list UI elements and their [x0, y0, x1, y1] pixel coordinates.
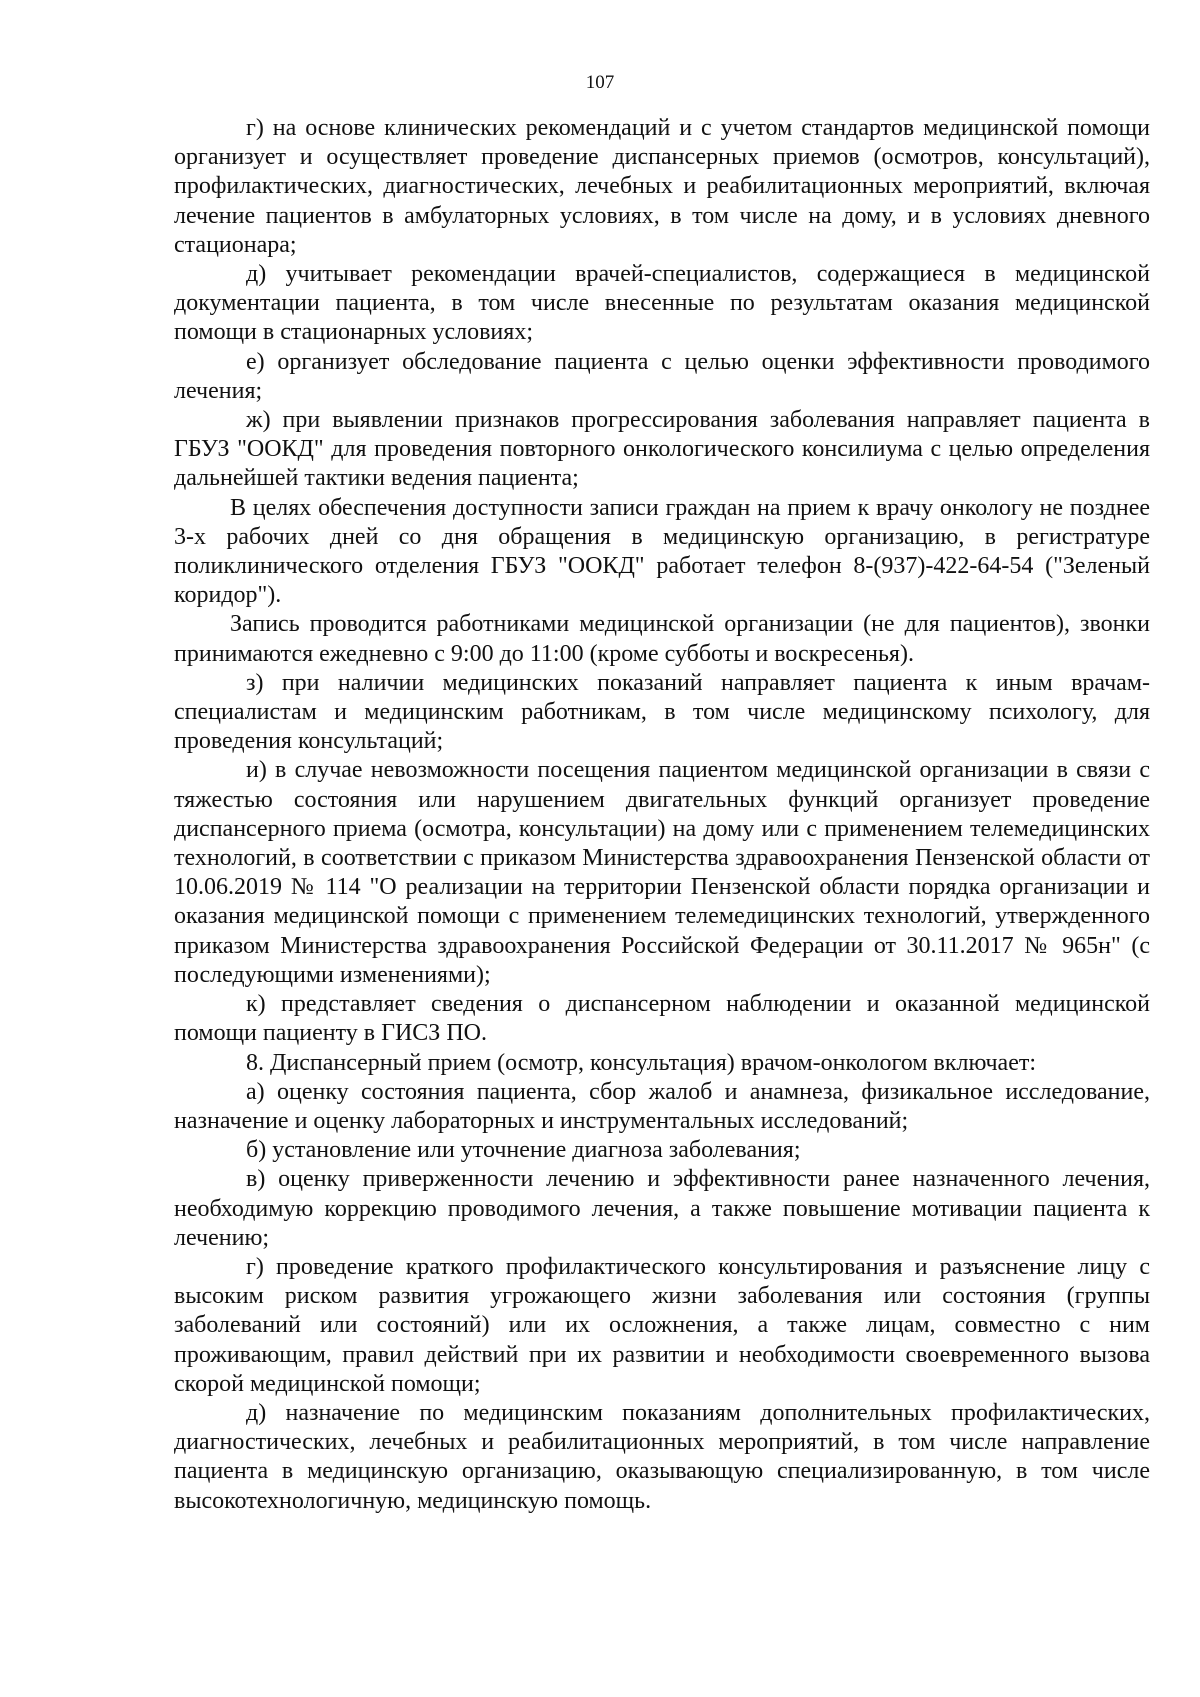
paragraph-8v: в) оценку приверженности лечению и эффективности ранее назначенного лечения, необходимую коррекцию проводимого лечения, а также повышение мотивации пациента к лечению; — [174, 1166, 1150, 1251]
paragraph-i: и) в случае невозможности посещения пациентом медицинской организации в связи с тяжестью состояния или нарушением двигательных функций организует проведение диспансерного приема (осмотра, консультации) на дому или с применением телемедицинских технологий, в соответствии с приказом Министерства здравоохранения Пензенской области от 10.06.2019 № 114 "О реализации на территории Пензенской области порядка организации и оказания медицинской помощи с применением телемедицинских технологий, утвержденного приказом Министерства здравоохранения Российской Федерации от 30.11.2017 № 965н" (с последующими изменениями); — [174, 757, 1150, 988]
page-number: 107 — [585, 72, 615, 93]
paragraph-d: д) учитывает рекомендации врачей-специалистов, содержащиеся в медицинской документации пациента, в том числе внесенные по результатам оказания медицинской помощи в стационарных условиях; — [174, 261, 1150, 346]
paragraph-zh: ж) при выявлении признаков прогрессирования заболевания направляет пациента в ГБУЗ "ООКД" для проведения повторного онкологического консилиума с целью определения дальнейшей тактики ведения пациента; — [174, 407, 1150, 492]
paragraph-g: г) на основе клинических рекомендаций и с учетом стандартов медицинской помощи организует и осуществляет проведение диспансерных приемов (осмотров, консультаций), профилактических, диагностических, лечебных и реабилитационных мероприятий, включая лечение пациентов в амбулаторных условиях, в том числе на дому, и в условиях дневного стационара; — [174, 115, 1150, 258]
paragraph-8a: а) оценку состояния пациента, сбор жалоб и анамнеза, физикальное исследование, назначение и оценку лабораторных и инструментальных исследований; — [174, 1078, 1150, 1134]
document-body — [174, 114, 1150, 1516]
paragraph-appointment-hours: Запись проводится работниками медицинской организации (не для пациентов), звонки принимаются ежедневно с 9:00 до 11:00 (кроме субботы и воскресенья). — [174, 611, 1150, 667]
paragraph-z: з) при наличии медицинских показаний направляет пациента к иным врачам-специалистам и медицинским работникам, в том числе медицинскому психологу, для проведения консультаций; — [174, 669, 1150, 755]
paragraph-green-corridor: В целях обеспечения доступности записи граждан на прием к врачу онкологу не позднее 3-х рабочих дней со дня обращения в медицинскую организацию, в регистратуре поликлинического отделения ГБУЗ "ООКД" работает телефон 8-(937)-422-64-54 ("Зеленый коридор"). — [174, 494, 1150, 609]
paragraph-8g: г) проведение краткого профилактического консультирования и разъяснение лицу с высоким риском развития угрожающего жизни заболевания или состояния (группы заболеваний или состояний) или их осложнения, а также лицам, совместно с ним проживающим, правил действий при их развитии и необходимости своевременного вызова скорой медицинской помощи; — [174, 1253, 1150, 1397]
paragraph-8d: д) назначение по медицинским показаниям дополнительных профилактических, диагностических, лечебных и реабилитационных мероприятий, в том числе направление пациента в медицинскую организацию, оказывающую специализированную, в том числе высокотехнологичную, медицинскую помощь. — [174, 1399, 1150, 1514]
paragraph-k: к) представляет сведения о диспансерном наблюдении и оказанной медицинской помощи пациенту в ГИСЗ ПО. — [174, 991, 1150, 1047]
paragraph-8b: б) установление или уточнение диагноза заболевания; — [246, 1137, 801, 1164]
paragraph-section-8: 8. Диспансерный прием (осмотр, консультация) врачом-онкологом включает: — [246, 1049, 1037, 1076]
paragraph-e: е) организует обследование пациента с целью оценки эффективности проводимого лечения; — [174, 348, 1150, 404]
